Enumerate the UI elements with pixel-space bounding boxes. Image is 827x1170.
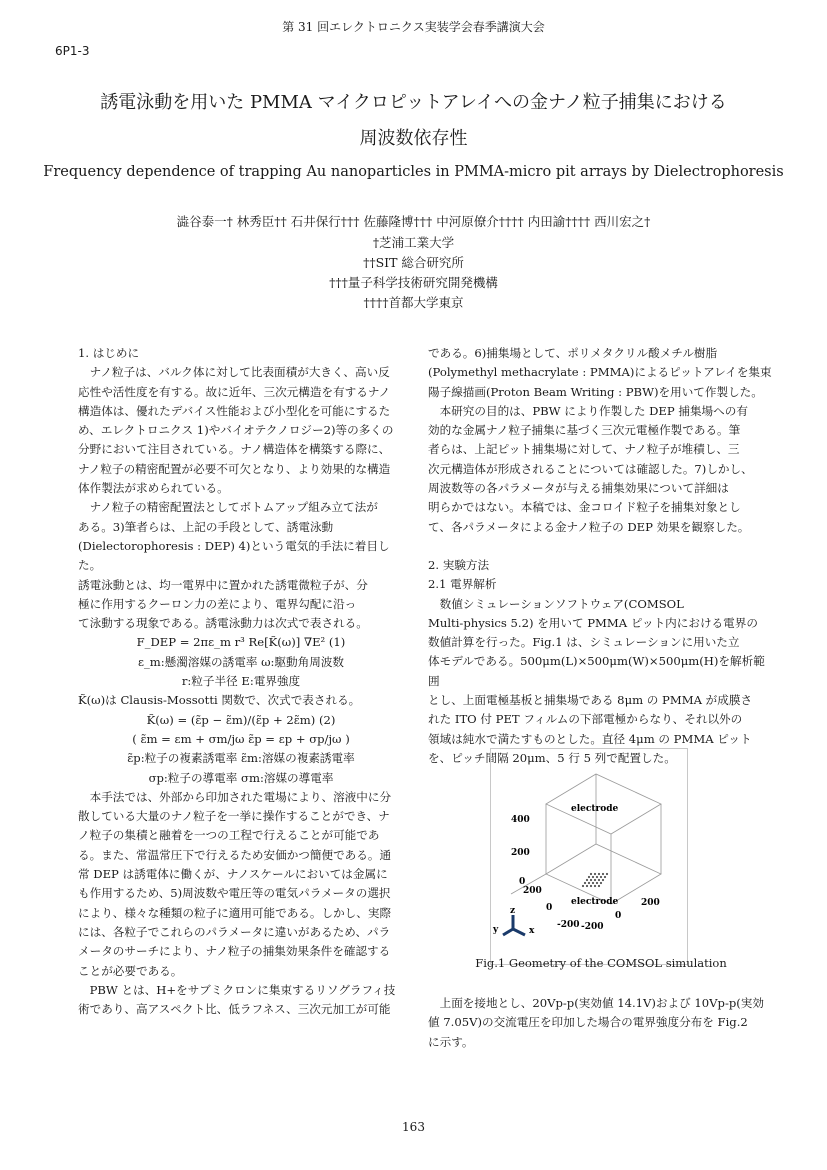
body-line: 明らかではない。本稿では、金コロイド粒子を捕集対象とし [428, 500, 741, 515]
x-tick-label: 200 [641, 898, 660, 908]
y-axis-label: y [493, 925, 499, 935]
y-tick-label: 200 [523, 886, 542, 896]
body-line: 散している大量のナノ粒子を一挙に操作することができ、ナ [78, 809, 390, 824]
geometry-diagram [491, 749, 687, 964]
axis-triad-icon [503, 915, 525, 935]
body-line: ある。3)筆者らは、上記の手段として、誘電泳動 [78, 519, 334, 534]
body-line: 陽子線描画(Proton Beam Writing : PBW)を用いて作製した。 [428, 384, 763, 399]
body-line: 値 7.05V)の交流電圧を印加した場合の電界強度分布を Fig.2 [428, 1015, 748, 1030]
body-line: 構造体は、優れたデバイス性能および小型化を可能にするた [78, 403, 391, 418]
after-figure-text [428, 994, 774, 1052]
paper-id: 6P1-3 [55, 44, 90, 58]
z-tick-label: 400 [511, 815, 530, 825]
body-line: 効的な金属ナノ粒子捕集に基づく三次元電極作製である。筆 [428, 423, 741, 438]
right-column [428, 344, 774, 768]
equation-2: K̃(ω) = (ε̃p − ε̃m)/(ε̃p + 2ε̃m) (2) [146, 712, 336, 727]
body-line: K̃(ω)は Clausis-Mossotti 関数で、次式で表される。 [78, 693, 361, 708]
body-line: により、様々な種類の粒子に適用可能である。しかし、実際 [78, 905, 392, 920]
figure-caption: Fig.1 Geometry of the COMSOL simulation [475, 956, 727, 970]
y-tick-label: -200 [557, 920, 580, 930]
affiliation-4: ††††首都大学東京 [363, 295, 464, 310]
body-line: (Dielectorophoresis : DEP) 4)という電気的手法に着目した。 [78, 538, 390, 573]
body-line: る。また、常温常圧下で行えるため安価かつ簡便である。通 [78, 847, 392, 862]
body-line: とし、上面電極基板と捕集場である 8μm の PMMA が成膜さ [428, 693, 753, 708]
body-line: 術であり、高アスペクト比、低ラフネス、三次元加工が可能 [78, 1002, 391, 1017]
z-axis-label: z [510, 906, 516, 916]
body-line: PBW とは、H+をサブミクロンに集束するリソグラフィ技 [89, 982, 396, 997]
body-line: 上面を接地とし、20Vp-p(実効値 14.1V)および 10Vp-p(実効 [439, 996, 764, 1010]
body-line: 体モデルである。500μm(L)×500μm(W)×500μm(H)を解析範囲 [428, 654, 765, 688]
left-column [78, 344, 404, 1019]
z-tick-label: 0 [519, 877, 526, 887]
body-line: ノ粒子の集積と融着を一つの工程で行えることが可能であ [78, 828, 380, 843]
equation-complex-permittivity: ( ε̃m = εm + σm/jω ε̃p = εp + σp/jω ) [132, 731, 350, 746]
body-line: 領域は純水で満たすものとした。直径 4μm の PMMA ピット [428, 731, 752, 746]
body-line: 極に作用するクーロン力の差により、電界勾配に沿っ [78, 596, 357, 611]
body-line: ナノ粒子の精密配置法としてボトムアップ組み立て法が [89, 500, 378, 515]
z-tick-label: 200 [511, 848, 530, 858]
title-ja-line2: 周波数依存性 [359, 128, 468, 149]
top-electrode-label: electrode [571, 804, 619, 814]
variable-definition: ε̃p:粒子の複素誘電率 ε̃m:溶媒の複素誘電率 [127, 751, 355, 766]
x-tick-label: 0 [615, 911, 622, 921]
x-tick-label: -200 [581, 922, 604, 932]
body-line: め、エレクトロニクス 1)やバイオテクノロジー2)等の多くの [78, 423, 394, 438]
variable-definition: σp:粒子の導電率 σm:溶媒の導電率 [148, 770, 334, 785]
body-line: ことが必要である。 [78, 963, 183, 978]
affiliation-2: ††SIT 総合研究所 [363, 255, 464, 270]
body-line: 本研究の目的は、PBW により作製した DEP 捕集場への有 [439, 403, 748, 418]
figure-1-comsol-geometry [490, 748, 688, 965]
pit-array [582, 873, 608, 887]
variable-definition: ε_m:懸濁溶媒の誘電率 ω:駆動角周波数 [137, 654, 345, 669]
body-line: ナノ粒子の精密配置が必要不可欠となり、より効果的な構造 [78, 461, 391, 476]
body-line: に示す。 [428, 1034, 474, 1049]
body-line: を、ピッチ間隔 20μm、5 行 5 列で配置した。 [428, 750, 676, 765]
body-line: ナノ粒子は、バルク体に対して比表面積が大きく、高い反 [89, 365, 390, 380]
body-line: 分野において注目されている。ナノ構造体を構築する際に、 [78, 442, 391, 457]
body-line: には、各粒子でこれらのパラメータに違いがあるため、パラ [78, 924, 391, 939]
body-line: 次元構造体が形成されることについては確認した。7)しかし、 [428, 461, 753, 476]
body-line: 数値シミュレーションソフトウェア(COMSOL [439, 596, 684, 611]
equation-1: F_DEP = 2πε_m r³ Re[K̃(ω)] ∇E² (1) [136, 635, 346, 650]
body-line: 誘電泳動とは、均一電界中に置かれた誘電微粒子が、分 [78, 577, 368, 592]
variable-definition: r:粒子半径 E:電界強度 [181, 674, 301, 689]
body-line: て、各パラメータによる金ナノ粒子の DEP 効果を観察した。 [428, 519, 750, 534]
bottom-electrode-label: electrode [571, 897, 619, 907]
body-line: (Polymethyl methacrylate : PMMA)によるピットアレイを集束 [428, 365, 772, 380]
subsection-heading: 2.1 電界解析 [428, 577, 497, 592]
body-line: 周波数等の各パラメータが与える捕集効果について詳細は [428, 481, 729, 496]
paragraph-gap [428, 537, 774, 556]
affiliation-1: †芝浦工業大学 [372, 235, 455, 250]
conference-header: 第 31 回エレクトロニクス実装学会春季講演大会 [282, 20, 545, 34]
body-line: れた ITO 付 PET フィルムの下部電極からなり、それ以外の [428, 712, 743, 727]
section-heading: 2. 実験方法 [428, 557, 490, 572]
section-heading: 1. はじめに [78, 346, 140, 360]
page-number: 163 [402, 1120, 425, 1134]
x-axis-label: x [529, 926, 535, 936]
body-line: 常 DEP は誘電体に働くが、ナノスケールにおいては金属に [78, 867, 388, 882]
body-line: である。6)捕集場として、ポリメタクリル酸メチル樹脂 [428, 346, 718, 360]
body-line: 数値計算を行った。Fig.1 は、シミュレーションに用いた立 [428, 635, 740, 650]
body-line: Multi-physics 5.2) を用いて PMMA ピット内における電界の [428, 615, 758, 630]
body-line: て泳動する現象である。誘電泳動力は次式で表される。 [78, 616, 368, 631]
title-en: Frequency dependence of trapping Au nanoparticles in PMMA-micro pit arrays by Dielectrophoresis [43, 164, 784, 180]
affiliation-3: †††量子科学技術研究開発機構 [329, 275, 498, 290]
title-ja-line1: 誘電泳動を用いた PMMA マイクロピットアレイへの金ナノ粒子捕集における [100, 92, 727, 113]
body-line: 本手法では、外部から印加された電場により、溶液中に分 [89, 789, 392, 804]
body-line: 応性や活性度を有する。故に近年、三次元構造を有するナノ [78, 384, 391, 399]
body-line: 体作製法が求められている。 [78, 481, 229, 496]
body-line: 者らは、上記ピット捕集場に対して、ナノ粒子が堆積し、三 [428, 442, 740, 457]
body-line: も作用するため、5)周波数や電圧等の電気パラメータの選択 [78, 886, 391, 901]
y-tick-label: 0 [546, 903, 553, 913]
author-list: 澁谷泰一† 林秀臣†† 石井保行††† 佐藤隆博††† 中河原僚介†††† 内田諭†††† 西川宏之† [176, 214, 651, 229]
body-line: メータのサーチにより、ナノ粒子の捕集効果条件を確認する [78, 944, 391, 959]
